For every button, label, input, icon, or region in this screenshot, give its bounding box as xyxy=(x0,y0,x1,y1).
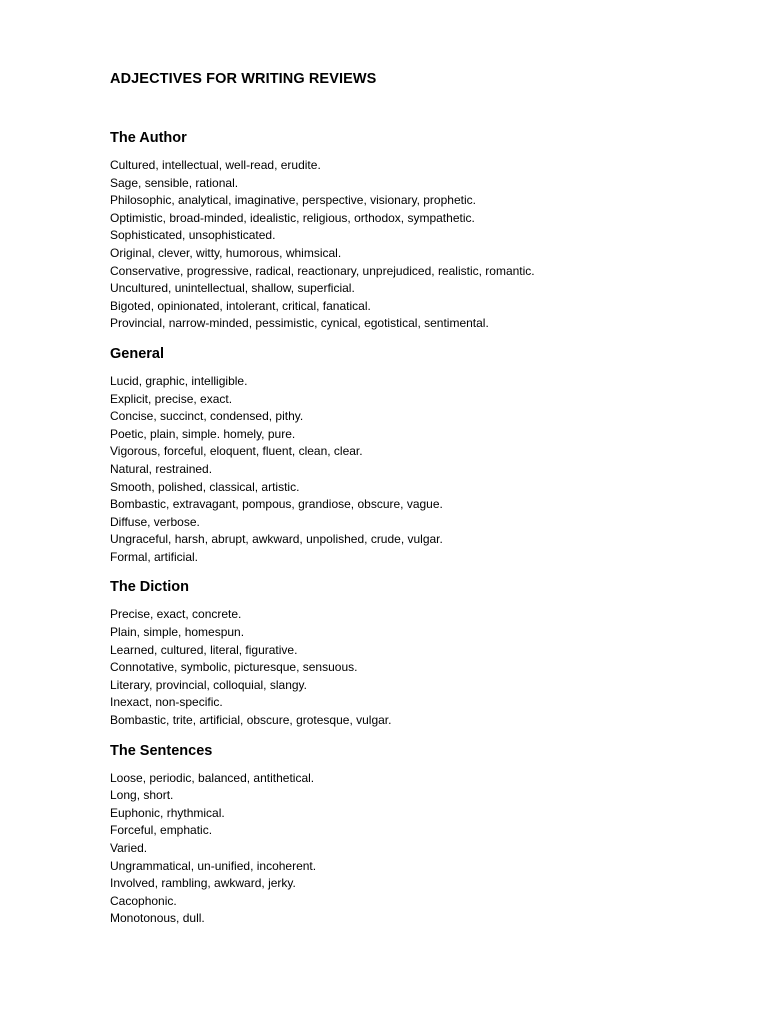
list-item: Natural, restrained. xyxy=(110,461,213,476)
list-item: Inexact, non-specific. xyxy=(110,695,223,710)
list-item: Optimistic, broad-minded, idealistic, religious, orthodox, sympathetic. xyxy=(110,210,475,225)
list-item: Learned, cultured, literal, figurative. xyxy=(110,642,298,657)
list-item: Diffuse, verbose. xyxy=(110,514,200,529)
list-item: Literary, provincial, colloquial, slangy. xyxy=(110,677,307,692)
list-item: Connotative, symbolic, picturesque, sensuous. xyxy=(110,660,358,675)
list-item: Original, clever, witty, humorous, whimsical. xyxy=(110,245,342,260)
list-item: Conservative, progressive, radical, reactionary, unprejudiced, realistic, romantic. xyxy=(110,263,535,278)
section-the-sentences xyxy=(110,740,730,928)
list-item: Uncultured, unintellectual, shallow, superficial. xyxy=(110,281,355,296)
section-heading: General xyxy=(110,345,164,362)
document-title: ADJECTIVES FOR WRITING REVIEWS xyxy=(110,71,377,87)
list-item: Euphonic, rhythmical. xyxy=(110,805,225,820)
list-item: Sophisticated, unsophisticated. xyxy=(110,228,276,243)
list-item: Ungraceful, harsh, abrupt, awkward, unpolished, crude, vulgar. xyxy=(110,532,443,547)
list-item: Explicit, precise, exact. xyxy=(110,391,233,406)
list-item: Concise, succinct, condensed, pithy. xyxy=(110,409,304,424)
adjective-list xyxy=(110,373,730,567)
list-item: Formal, artificial. xyxy=(110,549,199,564)
list-item: Sage, sensible, rational. xyxy=(110,175,239,190)
list-item: Plain, simple, homespun. xyxy=(110,625,245,640)
list-item: Ungrammatical, un-unified, incoherent. xyxy=(110,858,317,873)
list-item: Loose, periodic, balanced, antithetical. xyxy=(110,770,315,785)
section-the-diction xyxy=(110,576,730,729)
list-item: Precise, exact, concrete. xyxy=(110,607,242,622)
section-the-author xyxy=(110,127,730,333)
document-page xyxy=(110,68,730,928)
list-item: Lucid, graphic, intelligible. xyxy=(110,373,248,388)
section-heading: The Diction xyxy=(110,579,189,596)
section-heading: The Author xyxy=(110,130,187,146)
list-item: Philosophic, analytical, imaginative, perspective, visionary, prophetic. xyxy=(110,193,476,208)
list-item: Long, short. xyxy=(110,788,174,803)
section-general xyxy=(110,343,730,567)
list-item: Monotonous, dull. xyxy=(110,911,205,926)
list-item: Poetic, plain, simple. homely, pure. xyxy=(110,426,296,441)
list-item: Forceful, emphatic. xyxy=(110,823,213,838)
list-item: Bigoted, opinionated, intolerant, critical, fanatical. xyxy=(110,298,371,313)
adjective-list xyxy=(110,606,730,729)
list-item: Varied. xyxy=(110,841,148,855)
list-item: Provincial, narrow-minded, pessimistic, cynical, egotistical, sentimental. xyxy=(110,316,489,331)
adjective-list xyxy=(110,770,730,928)
list-item: Bombastic, trite, artificial, obscure, grotesque, vulgar. xyxy=(110,713,392,728)
list-item: Cacophonic. xyxy=(110,893,177,908)
adjective-list xyxy=(110,157,730,333)
list-item: Involved, rambling, awkward, jerky. xyxy=(110,876,296,891)
list-item: Cultured, intellectual, well-read, erudite. xyxy=(110,158,321,172)
list-item: Smooth, polished, classical, artistic. xyxy=(110,479,300,494)
list-item: Vigorous, forceful, eloquent, fluent, clean, clear. xyxy=(110,444,363,459)
section-heading: The Sentences xyxy=(110,742,213,759)
list-item: Bombastic, extravagant, pompous, grandiose, obscure, vague. xyxy=(110,497,443,512)
